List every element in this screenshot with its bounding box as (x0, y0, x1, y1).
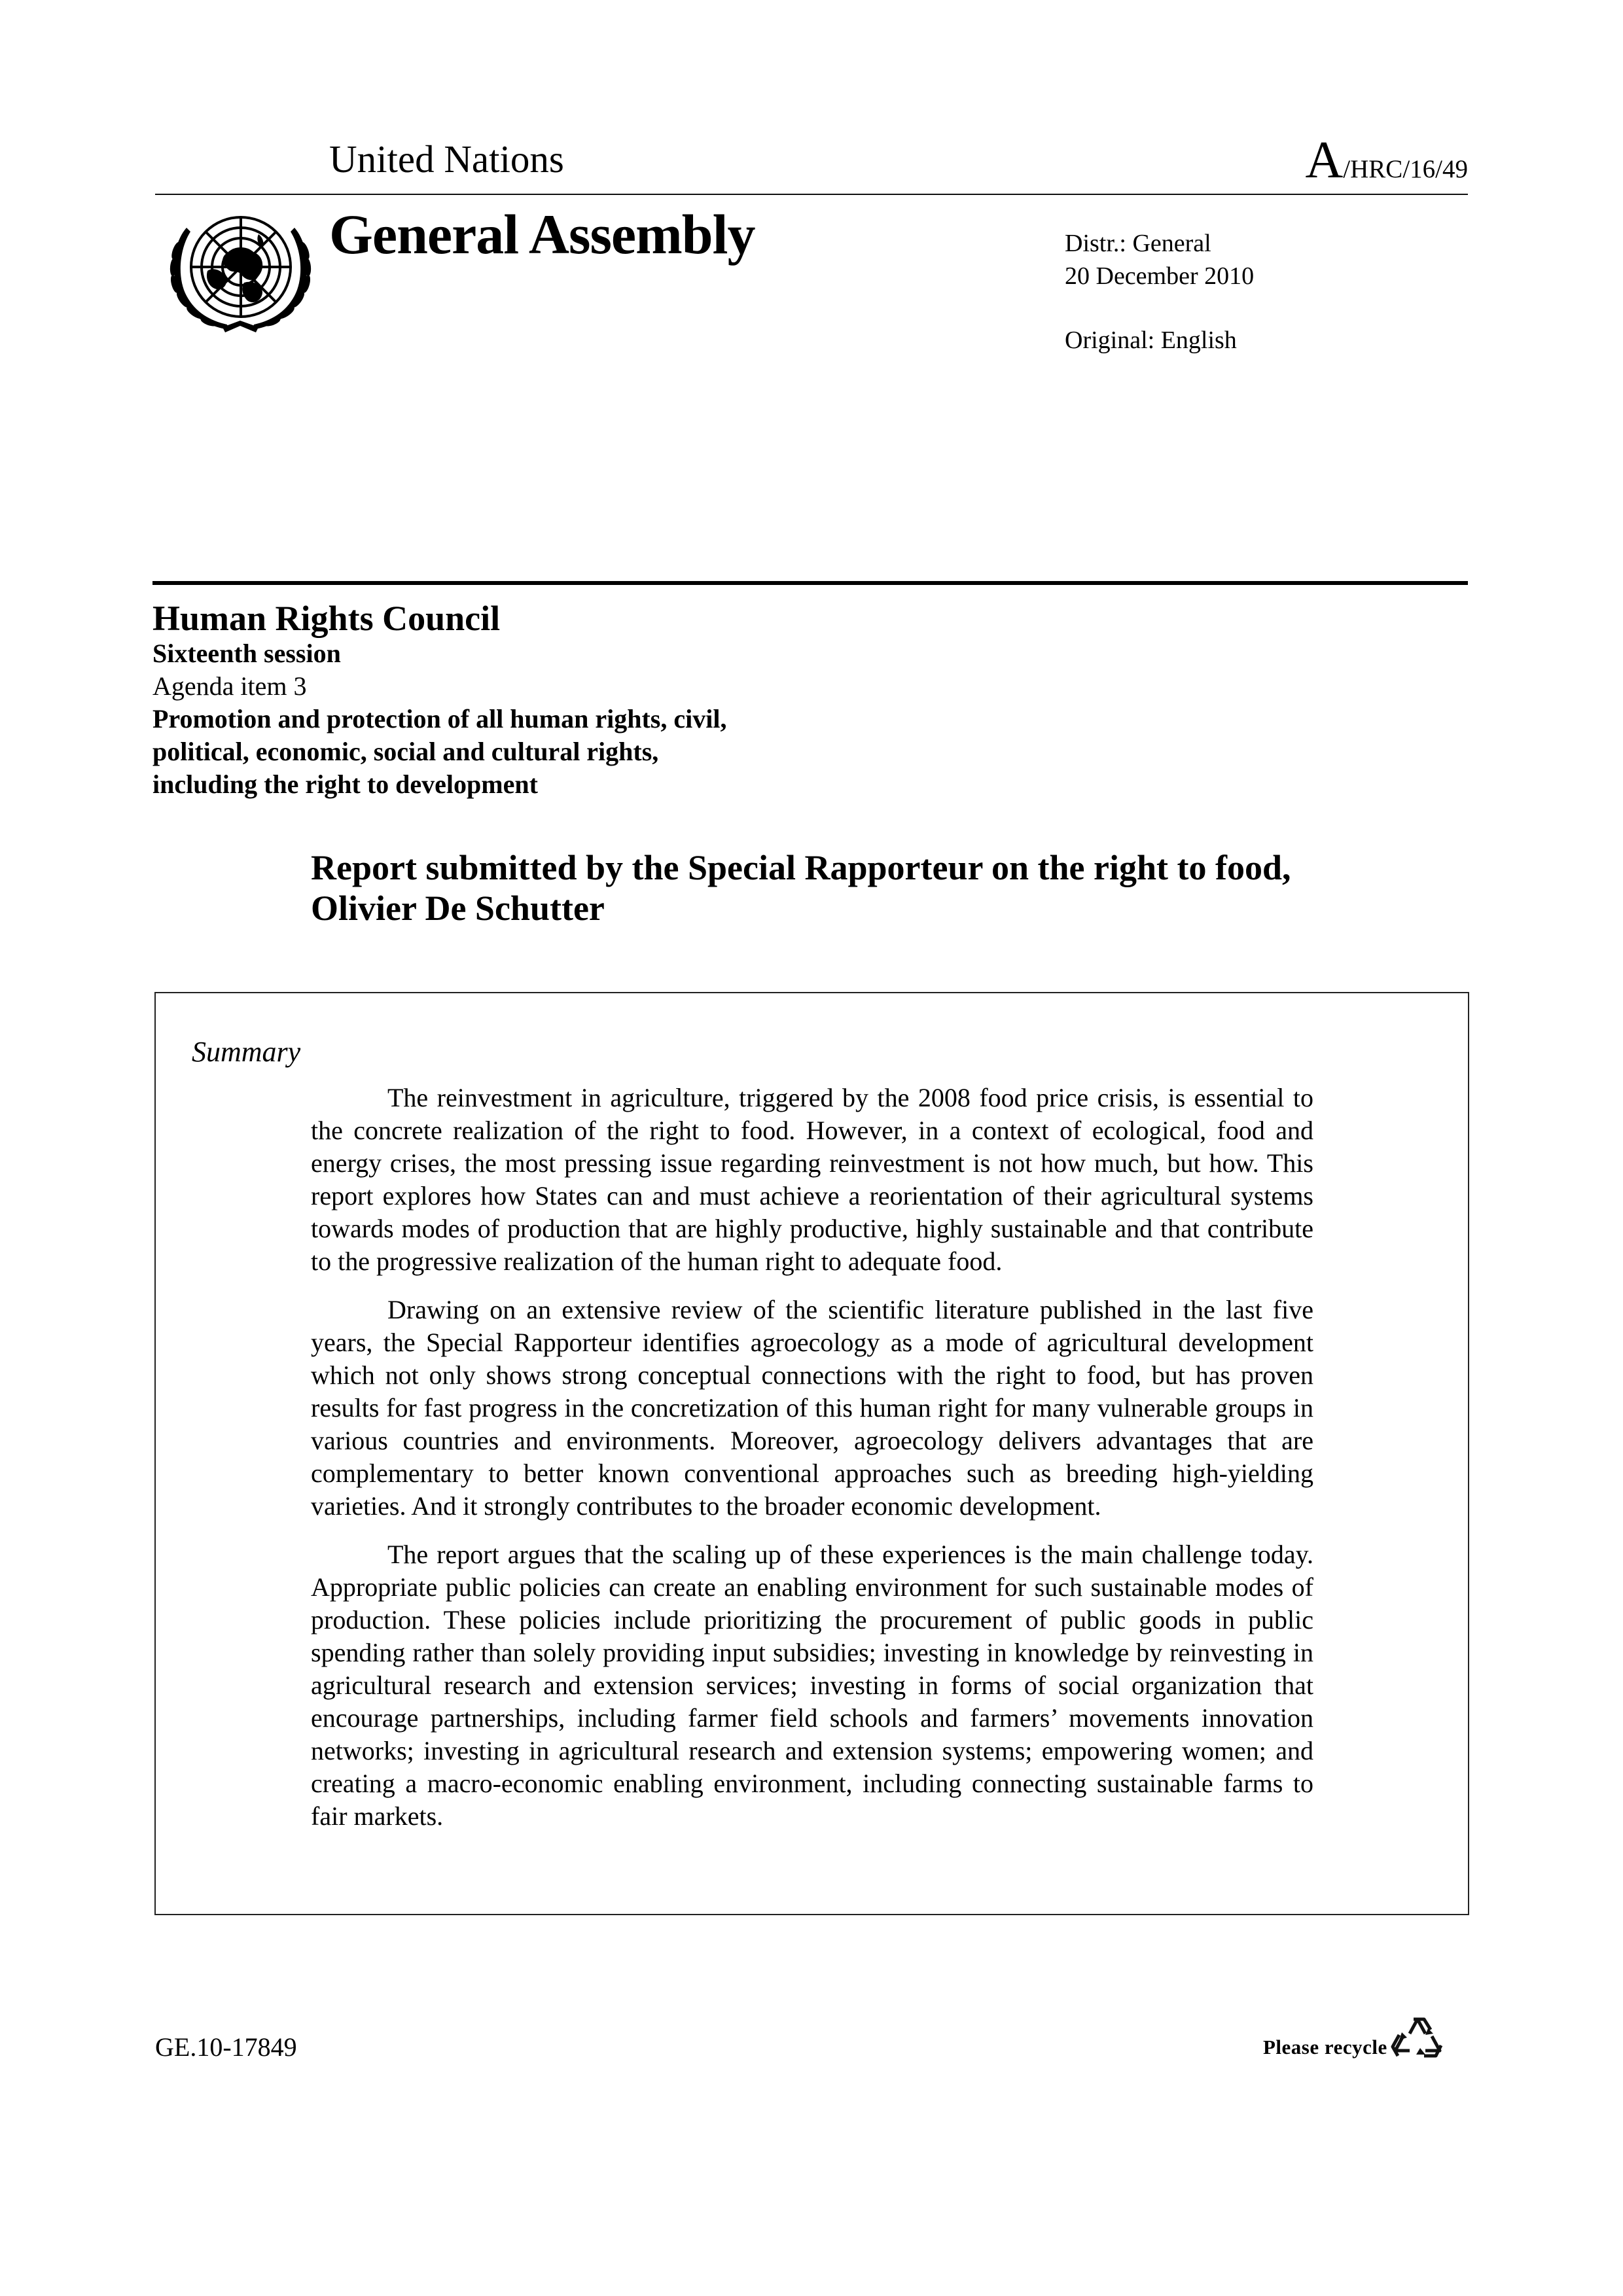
agenda-item: Agenda item 3 (152, 671, 307, 701)
body-title: General Assembly (329, 203, 755, 266)
agenda-title-line: political, economic, social and cultural rights, (152, 737, 659, 766)
un-emblem-icon (167, 215, 314, 334)
recycle-icon (1390, 2014, 1445, 2062)
session-name: Sixteenth session (152, 639, 341, 668)
document-symbol (1306, 134, 1468, 196)
original-language: Original: English (1065, 327, 1237, 354)
header-rule (155, 194, 1468, 195)
organization-name: United Nations (329, 137, 564, 181)
summary-paragraph: The reinvestment in agriculture, triggered by the 2008 food price crisis, is essential to the concrete realization of the right to food. However, in a context of ecological, food and energy crises, the most pressing issue regarding reinvestment is not how much, but how. This report explores how States can and must achieve a reorientation of their agricultural systems towards modes of production that are highly productive, highly sustainable and that contribute to the progressive realization of the human right to adequate food. (311, 1083, 1313, 1276)
recycle-notice (1263, 2014, 1445, 2062)
recycle-label: Please recycle (1263, 2036, 1387, 2058)
summary-body (311, 1082, 1313, 1848)
summary-heading: Summary (192, 1036, 301, 1068)
section-rule (152, 581, 1468, 585)
summary-paragraph: Drawing on an extensive review of the scientific literature published in the last five years, the Special Rapporteur identifies agroecology as a mode of agricultural development which not only shows strong conceptual connections with the right to food, but has proven results for fast progress in the concretization of this human right for many vulnerable groups in various countries and environments. Moreover, agroecology delivers advantages that are complementary to better known conventional approaches such as breeding high-yielding varieties. And it strongly contributes to the broader economic development. (311, 1295, 1313, 1521)
report-title: Report submitted by the Special Rapporteur on the right to food, Olivier De Schutter (311, 848, 1291, 928)
document-symbol-prefix: A (1305, 132, 1344, 189)
agenda-title-line: Promotion and protection of all human rights, civil, (152, 704, 727, 733)
document-date: 20 December 2010 (1065, 262, 1255, 290)
council-name: Human Rights Council (152, 599, 501, 638)
document-symbol-number: /HRC/16/49 (1343, 155, 1468, 183)
document-code: GE.10-17849 (155, 2032, 297, 2062)
agenda-title-line: including the right to development (152, 769, 538, 799)
distribution: Distr.: General (1065, 230, 1211, 257)
summary-paragraph: The report argues that the scaling up of these experiences is the main challenge today. Appropriate public policies can create an enabling environment for such sustainable modes of production. These policies include prioritizing the procurement of public goods in public spending rather than solely providing input subsidies; investing in knowledge by reinvesting in agricultural research and extension services; investing in forms of social organization that encourage partnerships, including farmer field schools and farmers’ movements innovation networks; investing in agricultural research and extension systems; empowering women; and creating a macro-economic enabling environment, including connecting sustainable farms to fair markets. (311, 1540, 1313, 1831)
